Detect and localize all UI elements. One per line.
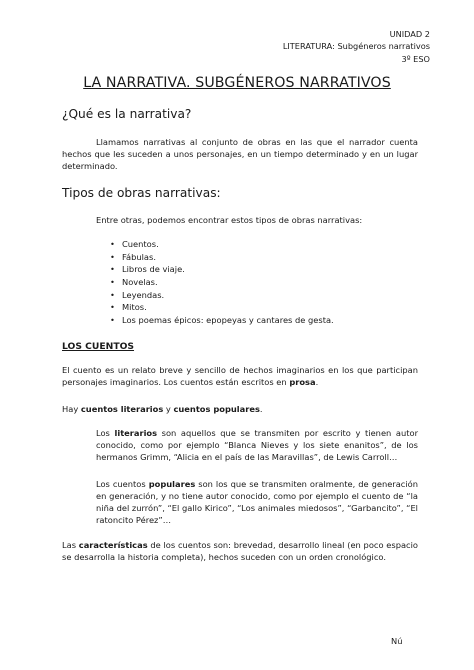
list-item xyxy=(110,251,334,264)
page-title: LA NARRATIVA. SUBGÉNEROS NARRATIVOS xyxy=(83,75,391,91)
emphasis-populares-term: populares xyxy=(148,479,196,489)
types-intro: Entre otras, podemos encontrar estos tipos de obras narrativas: xyxy=(96,215,363,225)
emphasis-literarios-term: literarios xyxy=(114,428,158,438)
course-label: 3º ESO xyxy=(401,53,430,64)
bullet-icon: • xyxy=(110,302,115,313)
list-item xyxy=(110,289,334,302)
emphasis-populares: cuentos populares xyxy=(173,404,260,414)
bullet-icon: • xyxy=(110,289,115,300)
page-header xyxy=(283,28,430,65)
list-item xyxy=(110,276,334,289)
heading-los-cuentos: LOS CUENTOS xyxy=(62,341,135,352)
heading-what-is-narrative: ¿Qué es la narrativa? xyxy=(62,107,192,121)
popular-tales-paragraph: Los cuentos populares son los que se transmiten oralmente, de generación en generación, y no tiene autor conocido, como por ejemplo el cuento de “la niña del zurrón”, “El gallo Kirico”, “Los animales miedosos”, “Garbancito”, “El ratoncito Pérez”… xyxy=(96,479,418,526)
cuento-definition: El cuento es un relato breve y sencillo de hechos imaginarios en los que participan personajes imaginarios. Los cuentos están escritos en prosa. xyxy=(62,365,418,388)
list-item xyxy=(110,301,334,314)
list-item-label: Novelas. xyxy=(122,277,158,288)
list-item xyxy=(110,314,334,327)
bullet-icon: • xyxy=(110,315,115,326)
heading-narrative-types: Tipos de obras narrativas: xyxy=(62,186,221,200)
list-item-label: Leyendas. xyxy=(122,289,165,300)
bullet-icon: • xyxy=(110,251,115,262)
emphasis-literarios: cuentos literarios xyxy=(80,404,164,414)
list-item-label: Mitos. xyxy=(122,302,147,313)
list-item-label: Los poemas épicos: epopeyas y cantares de gesta. xyxy=(122,315,334,326)
cuento-kinds: Hay cuentos literarios y cuentos populares. xyxy=(62,404,263,414)
narrative-definition: Llamamos narrativas al conjunto de obras en las que el narrador cuenta hechos que les suceden a unos personajes, en un tiempo determinado y en un lugar determinado. xyxy=(62,137,418,172)
unit-label: UNIDAD 2 xyxy=(389,29,430,39)
emphasis-caracteristicas: características xyxy=(78,540,148,550)
bullet-icon: • xyxy=(110,239,115,249)
emphasis-prosa: prosa xyxy=(289,377,316,388)
characteristics-paragraph: Las características de los cuentos son: brevedad, desarrollo lineal (en poco espacio se desarrolla la historia completa), hechos suceden con un orden cronológico. xyxy=(62,540,418,563)
bullet-icon: • xyxy=(110,277,115,288)
list-item-label: Fábulas. xyxy=(122,251,156,262)
list-item xyxy=(110,263,334,276)
list-item xyxy=(110,238,334,251)
list-item-label: Cuentos. xyxy=(122,239,159,249)
list-item-label: Libros de viaje. xyxy=(122,264,185,275)
bullet-icon: • xyxy=(110,264,115,275)
footer-initials: Nú xyxy=(391,636,403,646)
literary-tales-paragraph: Los literarios son aquellos que se transmiten por escrito y tienen autor conocido, como por ejemplo “Blanca Nieves y los siete enanitos”, de los hermanos Grimm, “Alicia en el país de las Maravillas”, de Lewis Carroll… xyxy=(96,428,419,463)
types-list xyxy=(110,238,334,327)
subject-label: LITERATURA: Subgéneros narrativos xyxy=(282,41,430,52)
